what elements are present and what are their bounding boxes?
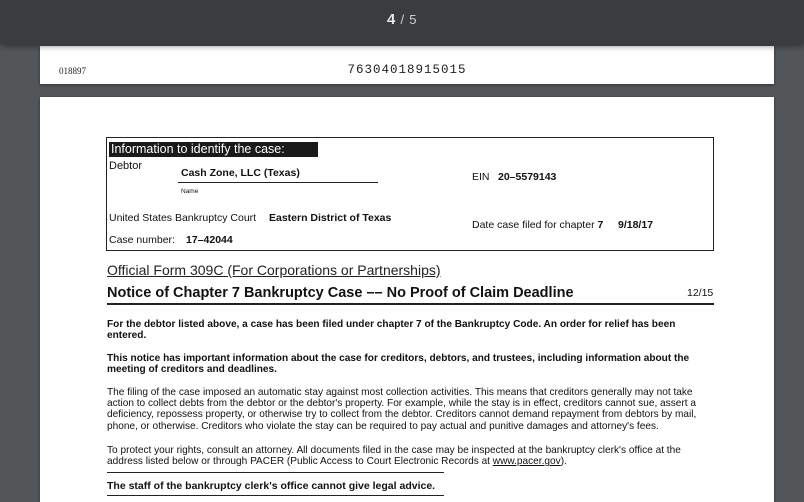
case-info-box bbox=[106, 137, 714, 251]
title-rule bbox=[107, 303, 714, 305]
staff-notice: The staff of the bankruptcy clerk's office cannot give legal advice. bbox=[107, 480, 436, 492]
staff-notice-top-rule bbox=[107, 472, 444, 473]
ein-value: 20–5579143 bbox=[498, 171, 557, 183]
protect-rights-text: To protect your rights, consult an attorney. All documents filed in the case may be inspected at the bankruptcy clerk's office at the address listed below or through PACER (Public Access to Court Electronic Records at bbox=[107, 445, 681, 468]
form-version: 12/15 bbox=[687, 287, 714, 299]
chapter-number: 7 bbox=[597, 219, 604, 231]
official-form-title: Official Form 309C (For Corporations or Partnerships) bbox=[107, 262, 441, 278]
page-separator: / bbox=[400, 12, 405, 27]
protect-rights-end: ). bbox=[560, 456, 567, 468]
paragraph-important-info: This notice has important information about the case for creditors, debtors, and trustees, including information about the meeting of creditors and deadlines. bbox=[107, 353, 690, 376]
court-label: United States Bankruptcy Court bbox=[109, 212, 257, 224]
case-info-title: Information to identify the case: bbox=[109, 142, 318, 157]
notice-title: Notice of Chapter 7 Bankruptcy Case –– No Proof of Claim Deadline bbox=[107, 285, 574, 301]
date-filed-value: 9/18/17 bbox=[618, 219, 654, 231]
case-number-label: Case number: bbox=[109, 234, 175, 246]
paragraph-automatic-stay: The filing of the case imposed an automatic stay against most collection activities. This means that creditors generally may not take action to collect debts from the debtor or the debtor's property. For example, while the stay is in effect, creditors cannot sue, assert a deficiency, repossess property, or otherwise try to collect from the debtor. Creditors cannot demand repayment from debtors by mail, phone, or otherwise. Creditors who violate the stay can be required to pay actual and punitive damages and attorney's fees. bbox=[107, 387, 697, 432]
date-filed-label bbox=[472, 219, 603, 231]
name-caption: Name bbox=[181, 188, 199, 195]
debtor-name: Cash Zone, LLC (Texas) bbox=[181, 167, 300, 179]
case-number-value: 17–42044 bbox=[186, 234, 233, 246]
previous-page bbox=[40, 46, 774, 84]
staff-notice-bottom-rule bbox=[107, 495, 444, 496]
current-page-number[interactable]: 4 bbox=[386, 11, 396, 28]
paragraph-case-filed: For the debtor listed above, a case has been filed under chapter 7 of the Bankruptcy Code. An order for relief has been entered. bbox=[107, 319, 676, 342]
document-code: 018897 bbox=[59, 66, 86, 76]
page-indicator bbox=[0, 11, 804, 28]
viewer-toolbar bbox=[0, 0, 804, 44]
current-page bbox=[40, 97, 774, 502]
paragraph-protect-rights bbox=[107, 445, 714, 467]
court-value: Eastern District of Texas bbox=[269, 212, 392, 224]
pacer-link[interactable]: www.pacer.gov bbox=[492, 456, 561, 468]
total-pages: 5 bbox=[409, 12, 418, 27]
barcode-number: 76304018915015 bbox=[347, 63, 467, 77]
ein-label: EIN bbox=[472, 171, 490, 183]
debtor-name-rule bbox=[178, 182, 378, 183]
debtor-label: Debtor bbox=[109, 160, 143, 172]
date-filed-text: Date case filed for chapter bbox=[472, 219, 595, 231]
